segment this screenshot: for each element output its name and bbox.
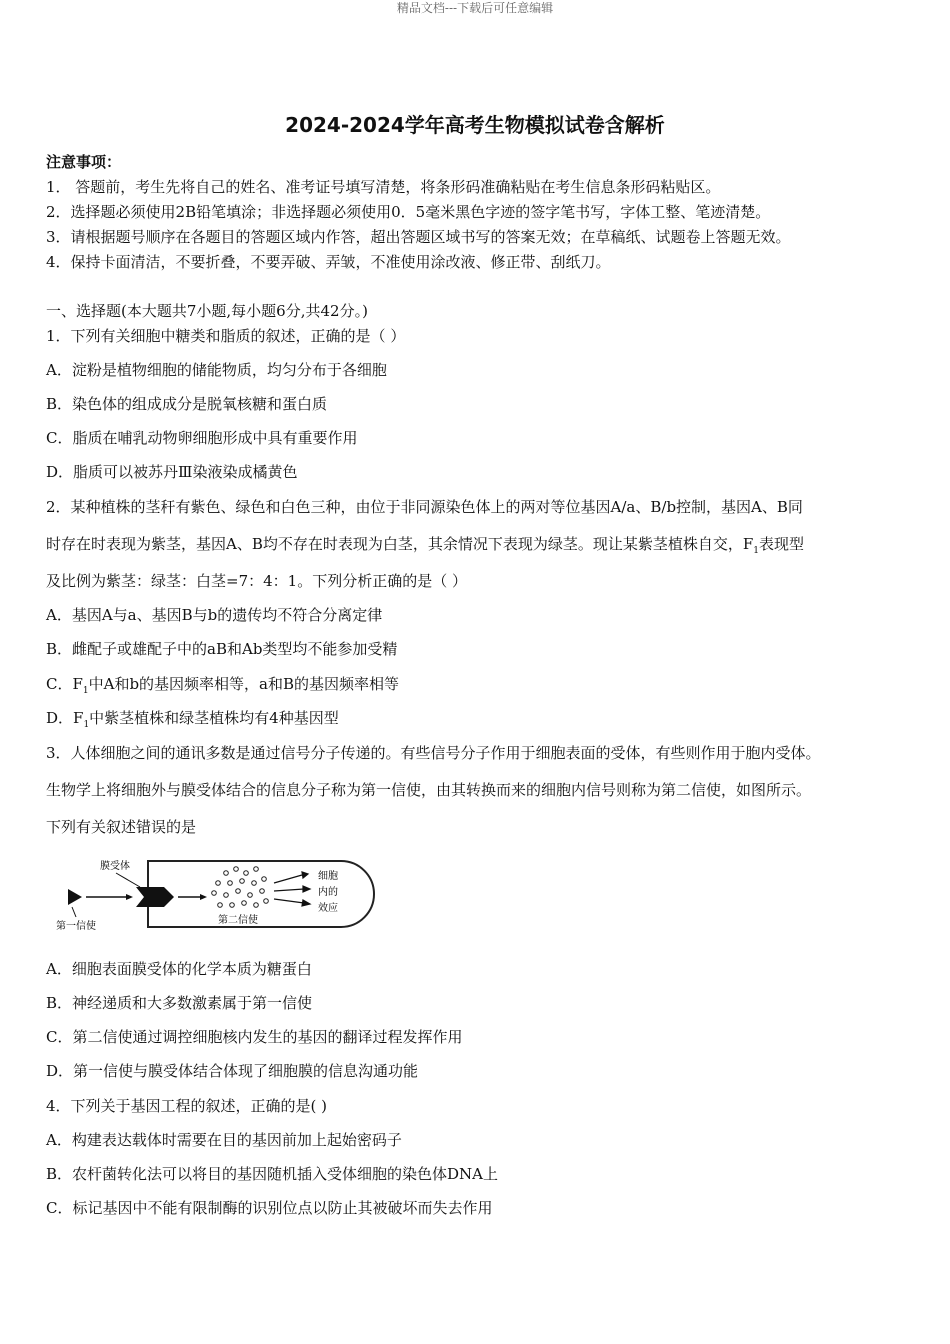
q3-option-b: B．神经递质和大多数激素属于第一信使 <box>46 994 313 1012</box>
notice-item: 2．选择题必须使用2B铅笔填涂；非选择题必须使用0．5毫米黑色字迹的签字笔书写，字体工整、笔迹清楚。 <box>46 203 771 221</box>
q2-option-text: 中紫茎植株和绿茎植株均有4种基因型 <box>89 709 339 727</box>
notice-item: 3．请根据题号顺序在各题目的答题区域内作答，超出答题区域书写的答案无效；在草稿纸、试题卷上答题无效。 <box>46 228 791 246</box>
question-2-stem-line1: 2．某种植株的茎秆有紫色、绿色和白色三种，由位于非同源染色体上的两对等位基因A/a、B/b控制，基因A、B同 <box>46 498 803 516</box>
effect-arrows <box>274 872 310 906</box>
question-4-stem: 4．下列关于基因工程的叙述，正确的是( ) <box>46 1097 328 1115</box>
cell-outline <box>148 861 374 927</box>
q2-option-text: D．F <box>46 709 84 727</box>
q2-option-c <box>46 674 399 701</box>
signal-transduction-diagram <box>56 855 386 935</box>
q4-option-b: B．农杆菌转化法可以将目的基因随机插入受体细胞的染色体DNA上 <box>46 1165 499 1183</box>
receptor-label: 膜受体 <box>100 861 130 872</box>
effect-label-3: 效应 <box>318 903 338 914</box>
subscript: 1 <box>82 686 89 696</box>
q3-option-c: C．第二信使通过调控细胞核内发生的基因的翻译过程发挥作用 <box>46 1028 463 1046</box>
first-messenger-label: 第一信使 <box>56 921 96 932</box>
q3-option-a: A．细胞表面膜受体的化学本质为糖蛋白 <box>46 960 312 978</box>
q1-option-d: D．脂质可以被苏丹Ⅲ染液染成橘黄色 <box>46 463 298 481</box>
section-heading: 一、选择题(本大题共7小题,每小题6分,共42分。) <box>46 302 368 320</box>
receptor-pointer <box>116 873 140 887</box>
q2-option-b: B．雌配子或雄配子中的aB和Ab类型均不能参加受精 <box>46 640 398 658</box>
question-2-stem-line3: 及比例为紫茎：绿茎：白茎=7：4：1。下列分析正确的是（ ） <box>46 572 467 590</box>
arrow-head <box>126 894 133 900</box>
question-1-stem: 1．下列有关细胞中糖类和脂质的叙述，正确的是（ ） <box>46 327 406 345</box>
q2-stem-text: 时存在时表现为紫茎，基因A、B均不存在时表现为白茎，其余情况下表现为绿茎。现让某紫茎植株自交，F <box>46 535 754 553</box>
question-3-stem-line2: 生物学上将细胞外与膜受体结合的信息分子称为第一信使，由其转换而来的细胞内信号则称为第二信使，如图所示。 <box>46 781 812 799</box>
question-3-stem-line3: 下列有关叙述错误的是 <box>46 818 197 836</box>
receptor-shape <box>136 887 174 907</box>
q4-option-c: C．标记基因中不能有限制酶的识别位点以防止其被破坏而失去作用 <box>46 1199 493 1217</box>
effect-label-1: 细胞 <box>318 871 338 882</box>
effect-label-2: 内的 <box>318 887 338 898</box>
second-messenger-label: 第二信使 <box>218 915 258 926</box>
question-2-stem-line2 <box>46 534 804 561</box>
q2-option-d <box>46 708 339 735</box>
q3-option-d: D．第一信使与膜受体结合体现了细胞膜的信息沟通功能 <box>46 1062 419 1080</box>
arrow-head <box>200 894 207 900</box>
first-messenger-shape <box>68 889 82 905</box>
q4-option-a: A．构建表达载体时需要在目的基因前加上起始密码子 <box>46 1131 402 1149</box>
second-messenger-dots <box>212 867 269 908</box>
first-messenger-pointer <box>72 907 76 917</box>
subscript: 1 <box>83 720 90 730</box>
q2-option-text: 中A和b的基因频率相等，a和B的基因频率相等 <box>88 675 400 693</box>
document-title: 2024-2024学年高考生物模拟试卷含解析 <box>285 113 665 137</box>
q2-option-text: C．F <box>46 675 83 693</box>
q1-option-b: B．染色体的组成成分是脱氧核糖和蛋白质 <box>46 395 328 413</box>
q1-option-a: A．淀粉是植物细胞的储能物质，均匀分布于各细胞 <box>46 361 387 379</box>
q2-option-a: A．基因A与a、基因B与b的遗传均不符合分离定律 <box>46 606 383 624</box>
q2-stem-text: 表现型 <box>759 535 805 553</box>
notice-item: 1． 答题前，考生先将自己的姓名、准考证号填写清楚，将条形码准确粘贴在考生信息条形码粘贴区。 <box>46 178 721 196</box>
header-note: 精品文档---下载后可任意编辑 <box>396 1 554 15</box>
q1-option-c: C．脂质在哺乳动物卵细胞形成中具有重要作用 <box>46 429 358 447</box>
notice-heading: 注意事项： <box>46 153 122 171</box>
subscript: 1 <box>753 546 760 556</box>
notice-item: 4．保持卡面清洁，不要折叠，不要弄破、弄皱，不准使用涂改液、修正带、刮纸刀。 <box>46 253 611 271</box>
question-3-stem-line1: 3．人体细胞之间的通讯多数是通过信号分子传递的。有些信号分子作用于细胞表面的受体，有些则作用于胞内受体。 <box>46 744 821 762</box>
